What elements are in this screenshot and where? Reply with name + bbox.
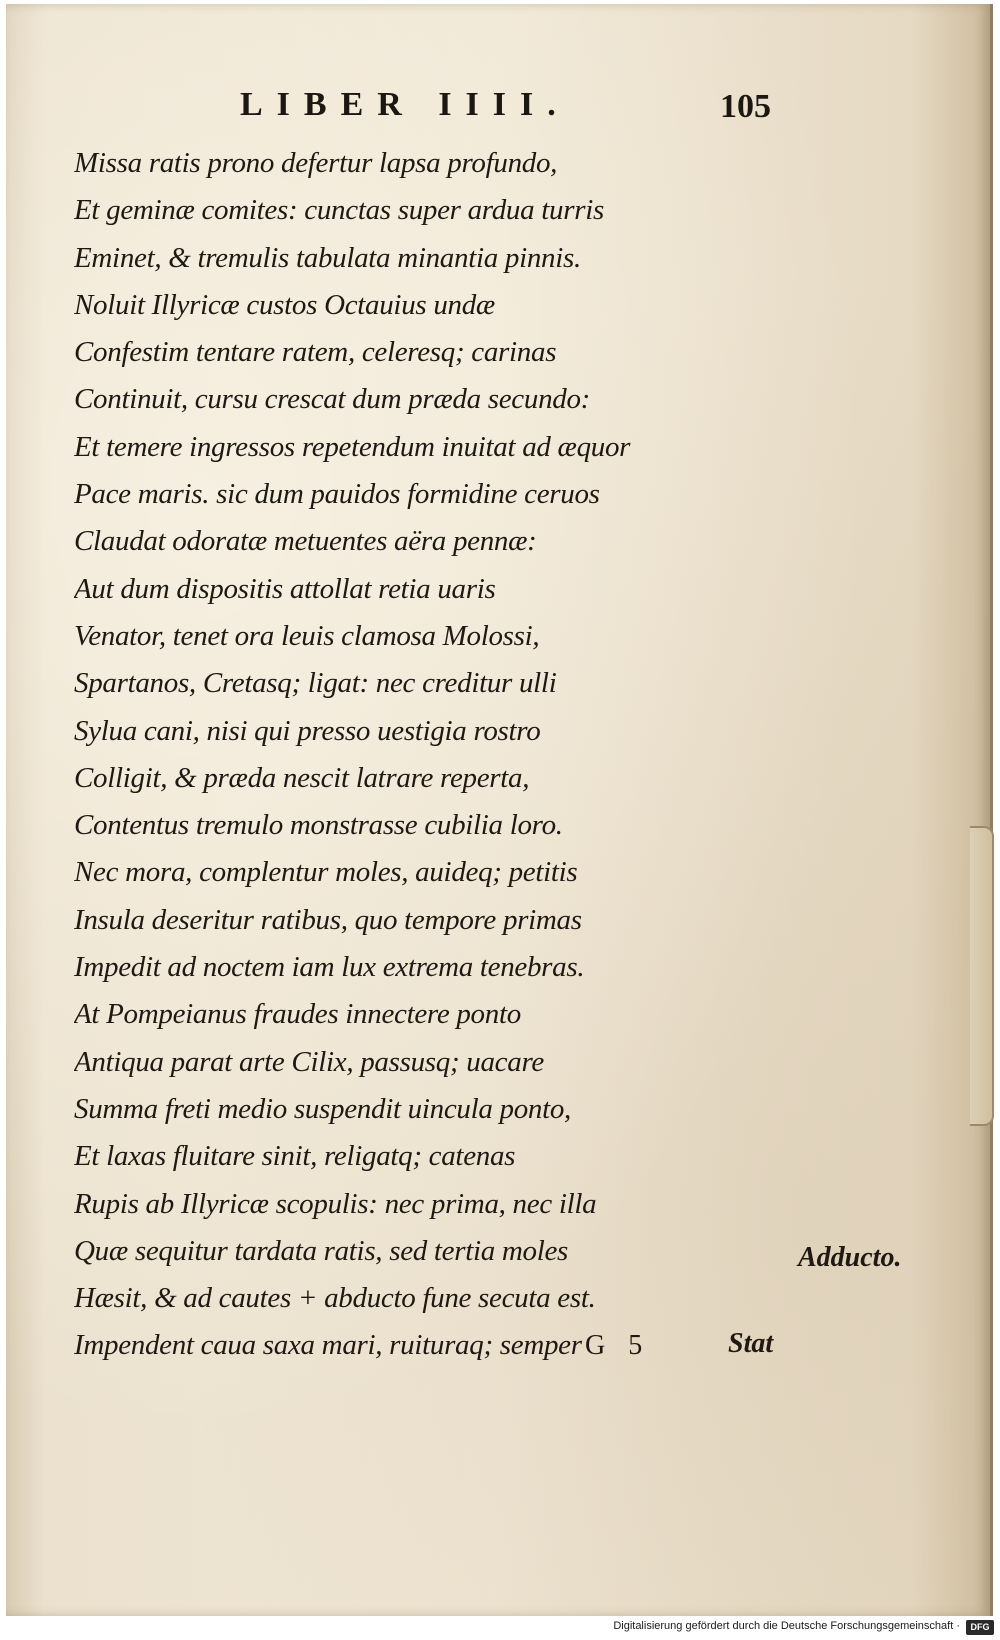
verse-line: Colligit, & præda nescit latrare reperta, <box>74 761 530 794</box>
digitization-footer <box>0 1618 1000 1640</box>
verse-line: Rupis ab Illyricæ scopulis: nec prima, nec illa <box>74 1187 597 1220</box>
catchword: Stat <box>728 1328 774 1359</box>
verse-line: Quæ sequitur tardata ratis, sed tertia moles <box>74 1234 569 1267</box>
verse-line: Summa freti medio suspendit uincula ponto, <box>74 1092 572 1125</box>
verse-line: Continuit, cursu crescat dum præda secundo: <box>74 383 591 416</box>
running-head-title: LIBER IIII. <box>240 86 570 123</box>
funding-credit: Digitalisierung gefördert durch die Deutsche Forschungsgemeinschaft · <box>613 1620 960 1632</box>
verse-line: Claudat odoratæ metuentes aëra pennæ: <box>74 525 537 558</box>
verse-line: Insula deseritur ratibus, quo tempore primas <box>74 903 582 936</box>
verse-line: Sylua cani, nisi qui presso uestigia rostro <box>74 714 541 747</box>
verse-line: Noluit Illyricæ custos Octauius undæ <box>74 288 495 321</box>
dfg-logo: DFG <box>966 1620 994 1635</box>
verse-line: Antiqua parat arte Cilix, passusq; uacare <box>74 1045 544 1078</box>
verse-line: Pace maris. sic dum pauidos formidine ceruos <box>74 478 600 511</box>
verse-line: Impendent caua saxa mari, ruituraq; semper <box>74 1329 582 1362</box>
verse-line: Contentus tremulo monstrasse cubilia loro. <box>74 809 563 842</box>
verse-line: Et laxas fluitare sinit, religatq; catenas <box>74 1140 516 1173</box>
verse-line: Et temere ingressos repetendum inuitat ad æquor <box>74 430 631 463</box>
verse-line: Eminet, & tremulis tabulata minantia pinnis. <box>74 241 581 274</box>
verse-line: Venator, tenet ora leuis clamosa Molossi, <box>74 619 540 652</box>
verse-line: At Pompeianus fraudes innectere ponto <box>74 998 521 1031</box>
verse-line: Nec mora, complentur moles, auideq; petitis <box>74 856 578 889</box>
page-tab-edge <box>970 826 994 1126</box>
verse-text-block <box>74 140 764 1370</box>
verse-line: Missa ratis prono defertur lapsa profundo, <box>74 147 558 179</box>
verse-line: Spartanos, Cretasq; ligat: nec creditur ulli <box>74 667 557 700</box>
verse-line: Aut dum dispositis attollat retia uaris <box>74 572 496 605</box>
verse-line: Et geminæ comites: cunctas super ardua turris <box>74 194 604 227</box>
verse-line: Confestim tentare ratem, celeresq; carinas <box>74 336 557 369</box>
folio-number: 105 <box>720 88 771 125</box>
marginal-note: Adducto. <box>798 1242 902 1273</box>
running-head <box>0 86 1000 136</box>
verse-line: Hæsit, & ad cautes + abducto fune secuta est. <box>74 1282 596 1315</box>
verse-line: Impedit ad noctem iam lux extrema tenebras. <box>74 951 585 984</box>
signature-mark: G 5 <box>585 1330 651 1361</box>
